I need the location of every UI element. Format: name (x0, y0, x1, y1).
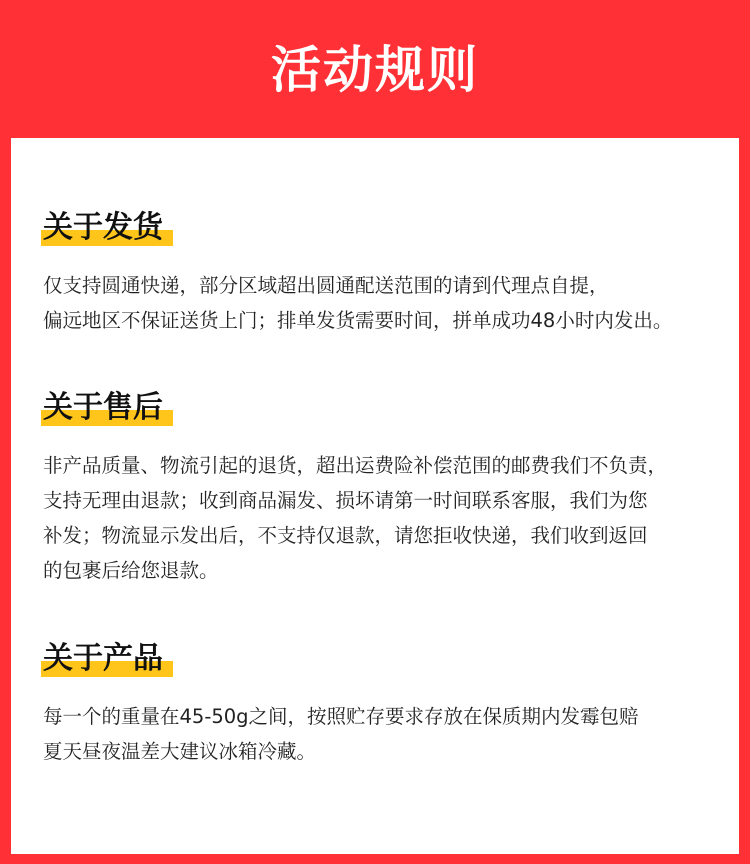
body-line: 补发；物流显示发出后，不支持仅退款，请您拒收快递，我们收到返回 (43, 524, 648, 547)
section-body-after-sales (43, 448, 733, 588)
body-line: 每一个的重量在45-50g之间，按照贮存要求存放在保质期内发霉包赔 (43, 705, 639, 728)
section-body-shipping (43, 268, 733, 338)
section-title-text: 关于售后 (43, 390, 163, 425)
section-title-shipping (43, 208, 169, 248)
section-title-after-sales (43, 388, 169, 428)
section-title-product (43, 639, 169, 679)
section-title-text: 关于发货 (43, 210, 163, 245)
body-line: 的包裹后给您退款。 (43, 559, 219, 582)
section-body-product (43, 699, 733, 769)
section-product (43, 639, 733, 769)
section-shipping (43, 208, 733, 338)
body-line: 偏远地区不保证送货上门；排单发货需要时间，拼单成功48小时内发出。 (43, 309, 673, 332)
page-header (0, 0, 750, 138)
section-after-sales (43, 388, 733, 588)
body-line: 夏天昼夜温差大建议冰箱冷藏。 (43, 740, 317, 763)
section-title-text: 关于产品 (43, 641, 163, 676)
body-line: 仅支持圆通快递，部分区域超出圆通配送范围的请到代理点自提， (43, 274, 609, 297)
body-line: 支持无理由退款；收到商品漏发、损坏请第一时间联系客服，我们为您 (43, 489, 648, 512)
body-line: 非产品质量、物流引起的退货，超出运费险补偿范围的邮费我们不负责， (43, 454, 668, 477)
rules-panel (11, 138, 739, 854)
page-title: 活动规则 (271, 41, 479, 99)
